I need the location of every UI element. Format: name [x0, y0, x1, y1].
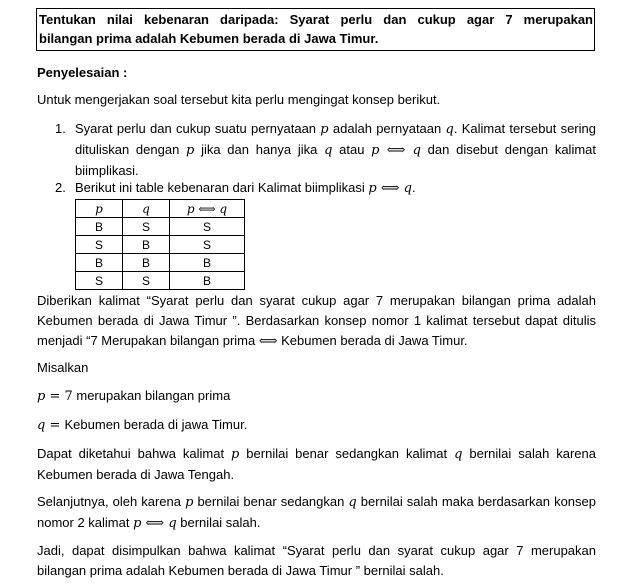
text-run: dan disebut dengan kalimat biimplikasi. — [75, 142, 597, 178]
iff-symbol: ⟺ — [141, 516, 169, 531]
table-row — [76, 272, 245, 290]
table-cell: S — [76, 272, 123, 290]
table-header-cell: p ⟺ q — [170, 200, 245, 218]
table-cell: B — [76, 254, 123, 272]
table-row — [76, 218, 245, 236]
text-run: Kebumen berada di jawa Timur. — [64, 417, 248, 432]
iff-symbol: ⟺ — [376, 181, 404, 196]
text-run: Berikut ini table kebenaran dari Kalimat biimplikasi — [75, 180, 369, 195]
solution-heading: Penyelesaian : — [37, 65, 128, 80]
text-run: . Kalimat tersebut sering dituliskan dengan — [75, 121, 596, 157]
text-run: bernilai benar sedangkan — [193, 494, 349, 509]
math-var: p — [133, 516, 142, 531]
iff-symbol: ⟺ — [379, 143, 413, 158]
math-var: p — [186, 143, 195, 158]
list-item-1-number: 1. — [55, 121, 66, 136]
list-item-1-text — [75, 119, 596, 181]
definition-p — [37, 386, 596, 407]
math-var: p — [37, 389, 46, 404]
table-header-cell: p — [76, 200, 123, 218]
table-cell: B — [123, 254, 170, 272]
text-run: jika dan hanya jika — [194, 142, 325, 157]
text-run: bernilai salah maka berdasarkan konsep nomor 2 kalimat — [37, 494, 596, 530]
math-equation: = — [45, 418, 65, 433]
math-var: q — [168, 516, 177, 531]
math-equation: = 7 — [45, 389, 73, 404]
table-row — [76, 254, 245, 272]
table-cell: S — [123, 272, 170, 290]
list-item-1 — [55, 119, 596, 181]
table-row — [76, 236, 245, 254]
text-run: Kebumen berada di Jawa Timur. — [277, 333, 468, 348]
math-var: q — [324, 143, 333, 158]
math-var: q — [445, 122, 454, 137]
next-paragraph — [37, 492, 596, 534]
math-var: q — [454, 447, 463, 462]
text-run: merupakan bilangan prima — [72, 388, 231, 403]
table-cell: S — [123, 218, 170, 236]
math-var: p — [371, 143, 380, 158]
truth-table — [75, 199, 245, 290]
math-var: q — [412, 143, 421, 158]
math-var: q — [403, 181, 412, 196]
known-paragraph — [37, 444, 596, 485]
question-line-1: Tentukan nilai kebenaran daripada: Syarat perlu dan cukup agar 7 merupakan — [39, 12, 593, 27]
text-run: Selanjutnya, oleh karena — [37, 494, 186, 509]
text-run: bernilai salah karena Kebumen berada di Jawa Tengah. — [37, 446, 597, 482]
text-run: bernilai salah. — [176, 515, 261, 530]
table-cell: S — [170, 236, 245, 254]
text-run: . — [411, 180, 416, 195]
text-run: atau — [332, 142, 372, 157]
text-run: Syarat perlu dan cukup suatu pernyataan — [75, 121, 321, 136]
table-cell: B — [170, 254, 245, 272]
math-var: p — [231, 447, 240, 462]
table-cell: S — [170, 218, 245, 236]
definition-q — [37, 415, 596, 436]
list-item-2 — [55, 178, 596, 199]
text-run: Diberikan kalimat “Syarat perlu dan syarat cukup agar 7 merupakan bilangan prima adalah Kebumen berada di Jawa Timur ”. Berdasarkan konsep nomor 1 kalimat tersebut dapat ditulis menjadi “7 Merupakan bilangan prima — [37, 293, 596, 348]
table-header-row — [76, 200, 245, 218]
text-run: adalah pernyataan — [328, 121, 446, 136]
intro-paragraph: Untuk mengerjakan soal tersebut kita perlu mengingat konsep berikut. — [37, 92, 441, 107]
math-var: p — [320, 122, 329, 137]
question-box — [36, 8, 595, 51]
table-cell: B — [76, 218, 123, 236]
misalkan-label: Misalkan — [37, 360, 89, 375]
table-cell: B — [170, 272, 245, 290]
text-run: bernilai benar sedangkan kalimat — [239, 446, 455, 461]
given-paragraph — [37, 291, 596, 352]
table-cell: S — [76, 236, 123, 254]
math-var: p — [185, 495, 194, 510]
table-cell: B — [123, 236, 170, 254]
conclusion-paragraph: Jadi, dapat disimpulkan bahwa kalimat “Syarat perlu dan syarat cukup agar 7 merupakan bilangan prima adalah Kebumen berada di Jawa Timur ” bernilai salah. — [37, 543, 596, 578]
list-item-2-number: 2. — [55, 180, 66, 195]
list-item-2-text — [75, 178, 596, 199]
iff-symbol: ⟺ — [258, 334, 278, 349]
text-run: Dapat diketahui bahwa kalimat — [37, 446, 232, 461]
math-var: q — [37, 418, 46, 433]
table-header-cell: q — [123, 200, 170, 218]
math-var: q — [348, 495, 357, 510]
math-var: p — [368, 181, 377, 196]
question-line-2: bilangan prima adalah Kebumen berada di Jawa Timur. — [39, 31, 379, 46]
